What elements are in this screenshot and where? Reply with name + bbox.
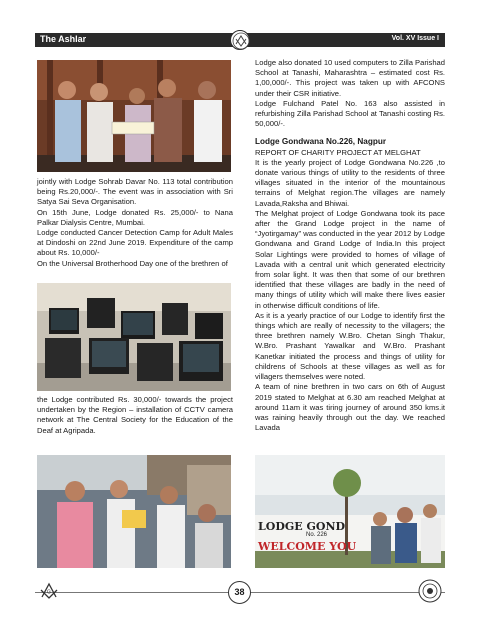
computers-photo [37, 283, 231, 391]
paragraph: the Lodge contributed Rs. 30,000/- towards the project undertaken by the Region – installation of CCTV camera network at The Central Society for the Education of the Deaf at Agripada. [37, 395, 233, 435]
paragraph: On 15th June, Lodge donated Rs. 25,000/- to Nana Palkar Dialysis Centre, Mumbai. [37, 207, 233, 227]
right-column-text [255, 58, 445, 433]
section-subheading: REPORT OF CHARITY PROJECT AT MELGHAT [255, 147, 421, 157]
magazine-title: The Ashlar [40, 34, 87, 44]
page-number: 38 [228, 581, 251, 604]
banner-line-2: No. 226 [306, 532, 328, 538]
issue-label: Vol. XV Issue I [391, 35, 439, 42]
paragraph: Lodge also donated 10 used computers to Zilla Parishad School at Tanashi, Maharashtra – estimated cost Rs. 1,00,000/-. This project was taken up with AFCONS under their CSR initiative. [255, 58, 445, 98]
paragraph: The Melghat project of Lodge Gondwana took its pace after the Grand Lodge project in the name of “Jyotirgamay” was conducted in the year 2012 by Lodge Gondwana and Grand Lodge of India.In this project Solar Lightings were provided to homes of village of Lavada with a central unit which generated electricity from solar light. It was then that some of our brethren identified that these villages are badly in the need of many things of utility which will make there lives easier in otherwise difficult conditions of life. [255, 208, 445, 310]
square-compass-icon [39, 581, 59, 601]
paragraph: jointly with Lodge Sohrab Davar No. 113 total contribution being Rs.20,000/-. The event was in association with Sri Satya Sai Seva Organisation. [37, 177, 233, 207]
banner-line-1: LODGE GOND [258, 520, 346, 533]
donation-photo [37, 455, 231, 568]
left-column-text-2 [37, 395, 233, 436]
paragraph: As it is a yearly practice of our Lodge to identify first the things which are really of necessity to the villagers; the three brethren namely W.Bro. Chetan Singh Thakur, W.Bro. Prashant Yawalkar and W.Bro. Prashant Kanetkar initiated the process and things of utility for childrens of Schools at these villages as well as for villagers themselves were noted. [255, 310, 445, 382]
svg-text:G: G [47, 589, 51, 596]
cheque-presentation-photo [37, 60, 231, 172]
banner-line-3: WELCOME YOU [258, 540, 357, 553]
paragraph: Lodge conducted Cancer Detection Camp for Adult Males at Dindoshi on 22nd June 2019. Expenditure of the camp about Rs. 10,000/- [37, 228, 233, 258]
masonic-emblem-icon [230, 30, 250, 50]
left-column-text-1 [37, 177, 233, 269]
paragraph: A team of nine brethren in two cars on 6th of August 2019 stated to Melghat at 6.30 am reached Melghat at around 11am it was tiring journey of around 350 kms.it was raining heavily through out the day. We reached Lavada [255, 382, 445, 433]
paragraph: It is the yearly project of Lodge Gondwana No.226 ,to donate various things of utility to the residents of three villages situated in the interior of the mountainous terrains of Melghat region.The villages are namely Lavada,Raksha and Bhiwai. [255, 157, 445, 208]
paragraph: On the Universal Brotherhood Day one of the brethren of [37, 258, 228, 268]
paragraph: Lodge Fulchand Patel No. 163 also assisted in refurbishing Zilla Parishad School at Tanashi costing Rs. 50,000/-. [255, 98, 445, 129]
section-heading: Lodge Gondwana No.226, Nagpur [255, 137, 387, 147]
lodge-seal-icon [418, 579, 442, 603]
